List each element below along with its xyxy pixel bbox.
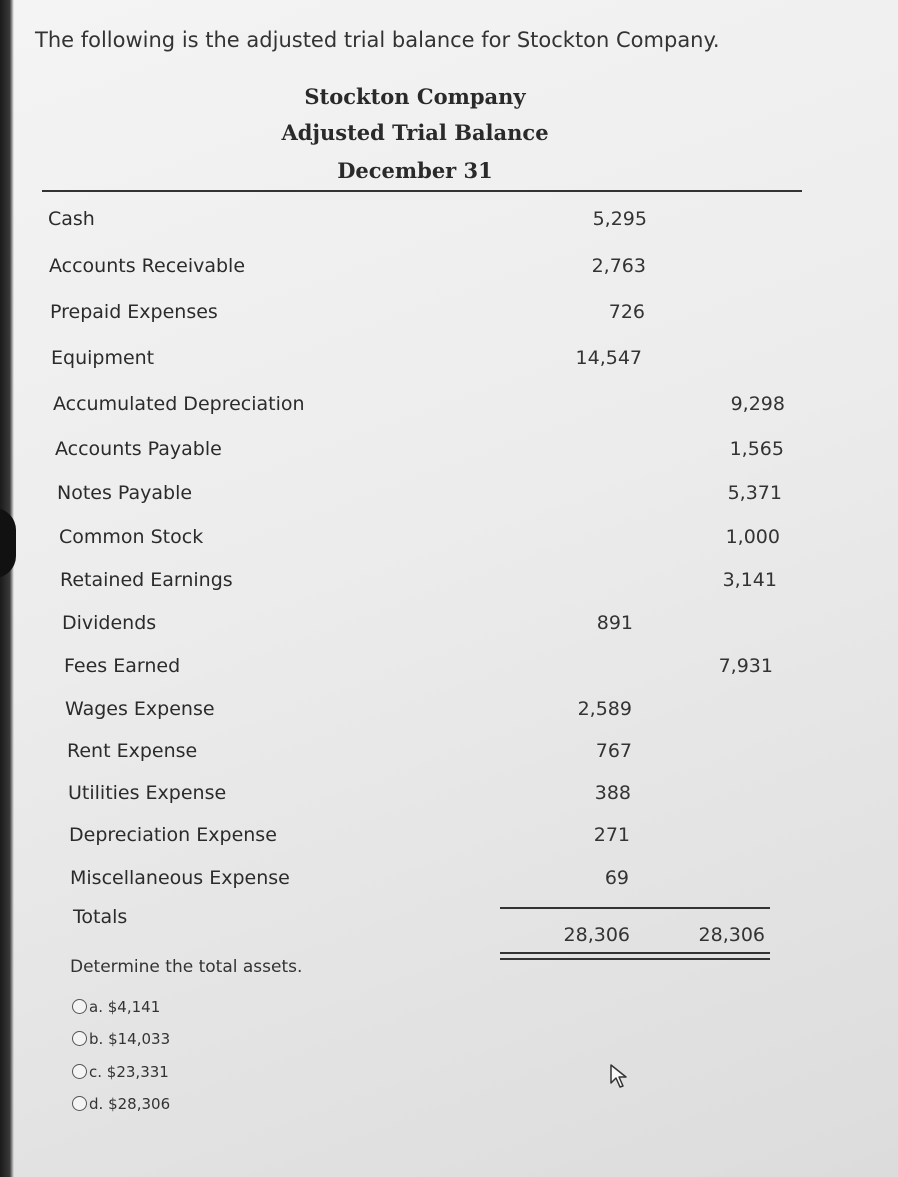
- debit-amount: 726: [608, 301, 645, 323]
- radio-button-icon[interactable]: [72, 1064, 87, 1079]
- debit-amount: 2,589: [577, 698, 632, 720]
- credit-amount: 1,000: [725, 526, 780, 548]
- account-row: [0, 655, 898, 685]
- debit-amount: 767: [595, 740, 632, 762]
- option-value: $4,141: [107, 998, 161, 1016]
- account-row: [0, 393, 898, 423]
- option-letter: b.: [89, 1030, 104, 1048]
- double-rule-top: [500, 952, 770, 954]
- debit-amount: 5,295: [592, 208, 647, 230]
- account-label: Prepaid Expenses: [50, 301, 218, 323]
- option-value: $28,306: [108, 1095, 171, 1113]
- account-row: [0, 438, 898, 468]
- statement-date: December 31: [337, 158, 493, 183]
- debit-amount: 69: [604, 867, 629, 889]
- credit-amount: 7,931: [718, 655, 773, 677]
- account-row: [0, 612, 898, 642]
- account-row: [0, 569, 898, 599]
- account-row: [0, 867, 898, 897]
- account-label: Depreciation Expense: [69, 824, 277, 846]
- radio-button-icon[interactable]: [72, 1096, 87, 1111]
- credit-amount: 5,371: [727, 482, 782, 504]
- option-value: $14,033: [108, 1030, 171, 1048]
- account-label: Equipment: [51, 347, 155, 369]
- option-letter: c.: [89, 1063, 103, 1081]
- account-row: [0, 482, 898, 512]
- debit-amount: 14,547: [575, 347, 642, 369]
- answer-option-c[interactable]: [72, 1063, 169, 1081]
- account-label: Fees Earned: [64, 655, 181, 677]
- debit-amount: 891: [596, 612, 633, 634]
- credit-amount: 9,298: [730, 393, 785, 415]
- mouse-pointer-icon: [607, 1062, 633, 1090]
- credit-amount: 3,141: [722, 569, 777, 591]
- totals-label: Totals: [73, 906, 128, 928]
- header-divider: [42, 190, 802, 192]
- account-label: Miscellaneous Expense: [70, 867, 290, 889]
- statement-title: Adjusted Trial Balance: [281, 120, 549, 145]
- account-label: Accounts Payable: [55, 438, 222, 460]
- account-label: Rent Expense: [67, 740, 198, 762]
- account-row: [0, 255, 898, 285]
- account-row: [0, 301, 898, 331]
- account-label: Utilities Expense: [68, 782, 227, 804]
- option-letter: d.: [89, 1095, 104, 1113]
- answer-option-a[interactable]: [72, 998, 160, 1016]
- account-label: Dividends: [62, 612, 157, 634]
- double-rule-bottom: [500, 958, 770, 960]
- account-label: Wages Expense: [65, 698, 215, 720]
- company-name: Stockton Company: [304, 84, 526, 109]
- account-row: [0, 740, 898, 770]
- option-letter: a.: [89, 998, 103, 1016]
- debit-amount: 2,763: [591, 255, 646, 277]
- account-row: [0, 526, 898, 556]
- account-row: [0, 208, 898, 238]
- account-label: Accumulated Depreciation: [53, 393, 305, 415]
- question-text: Determine the total assets.: [70, 957, 303, 977]
- debit-amount: 271: [593, 824, 630, 846]
- total-credit: 28,306: [698, 924, 765, 946]
- credit-amount: 1,565: [729, 438, 784, 460]
- account-row: [0, 698, 898, 728]
- totals-row: [0, 906, 898, 946]
- debit-amount: 388: [594, 782, 631, 804]
- account-label: Accounts Receivable: [49, 255, 246, 277]
- account-row: [0, 824, 898, 854]
- radio-button-icon[interactable]: [72, 1031, 87, 1046]
- account-row: [0, 347, 898, 377]
- answer-option-d[interactable]: [72, 1095, 170, 1113]
- account-label: Common Stock: [59, 526, 204, 548]
- account-label: Notes Payable: [57, 482, 193, 504]
- answer-option-b[interactable]: [72, 1030, 170, 1048]
- account-label: Retained Earnings: [60, 569, 233, 591]
- radio-button-icon[interactable]: [72, 999, 87, 1014]
- option-value: $23,331: [106, 1063, 169, 1081]
- intro-text: The following is the adjusted trial balance for Stockton Company.: [35, 28, 720, 52]
- total-debit: 28,306: [563, 924, 630, 946]
- account-row: [0, 782, 898, 812]
- account-label: Cash: [48, 208, 95, 230]
